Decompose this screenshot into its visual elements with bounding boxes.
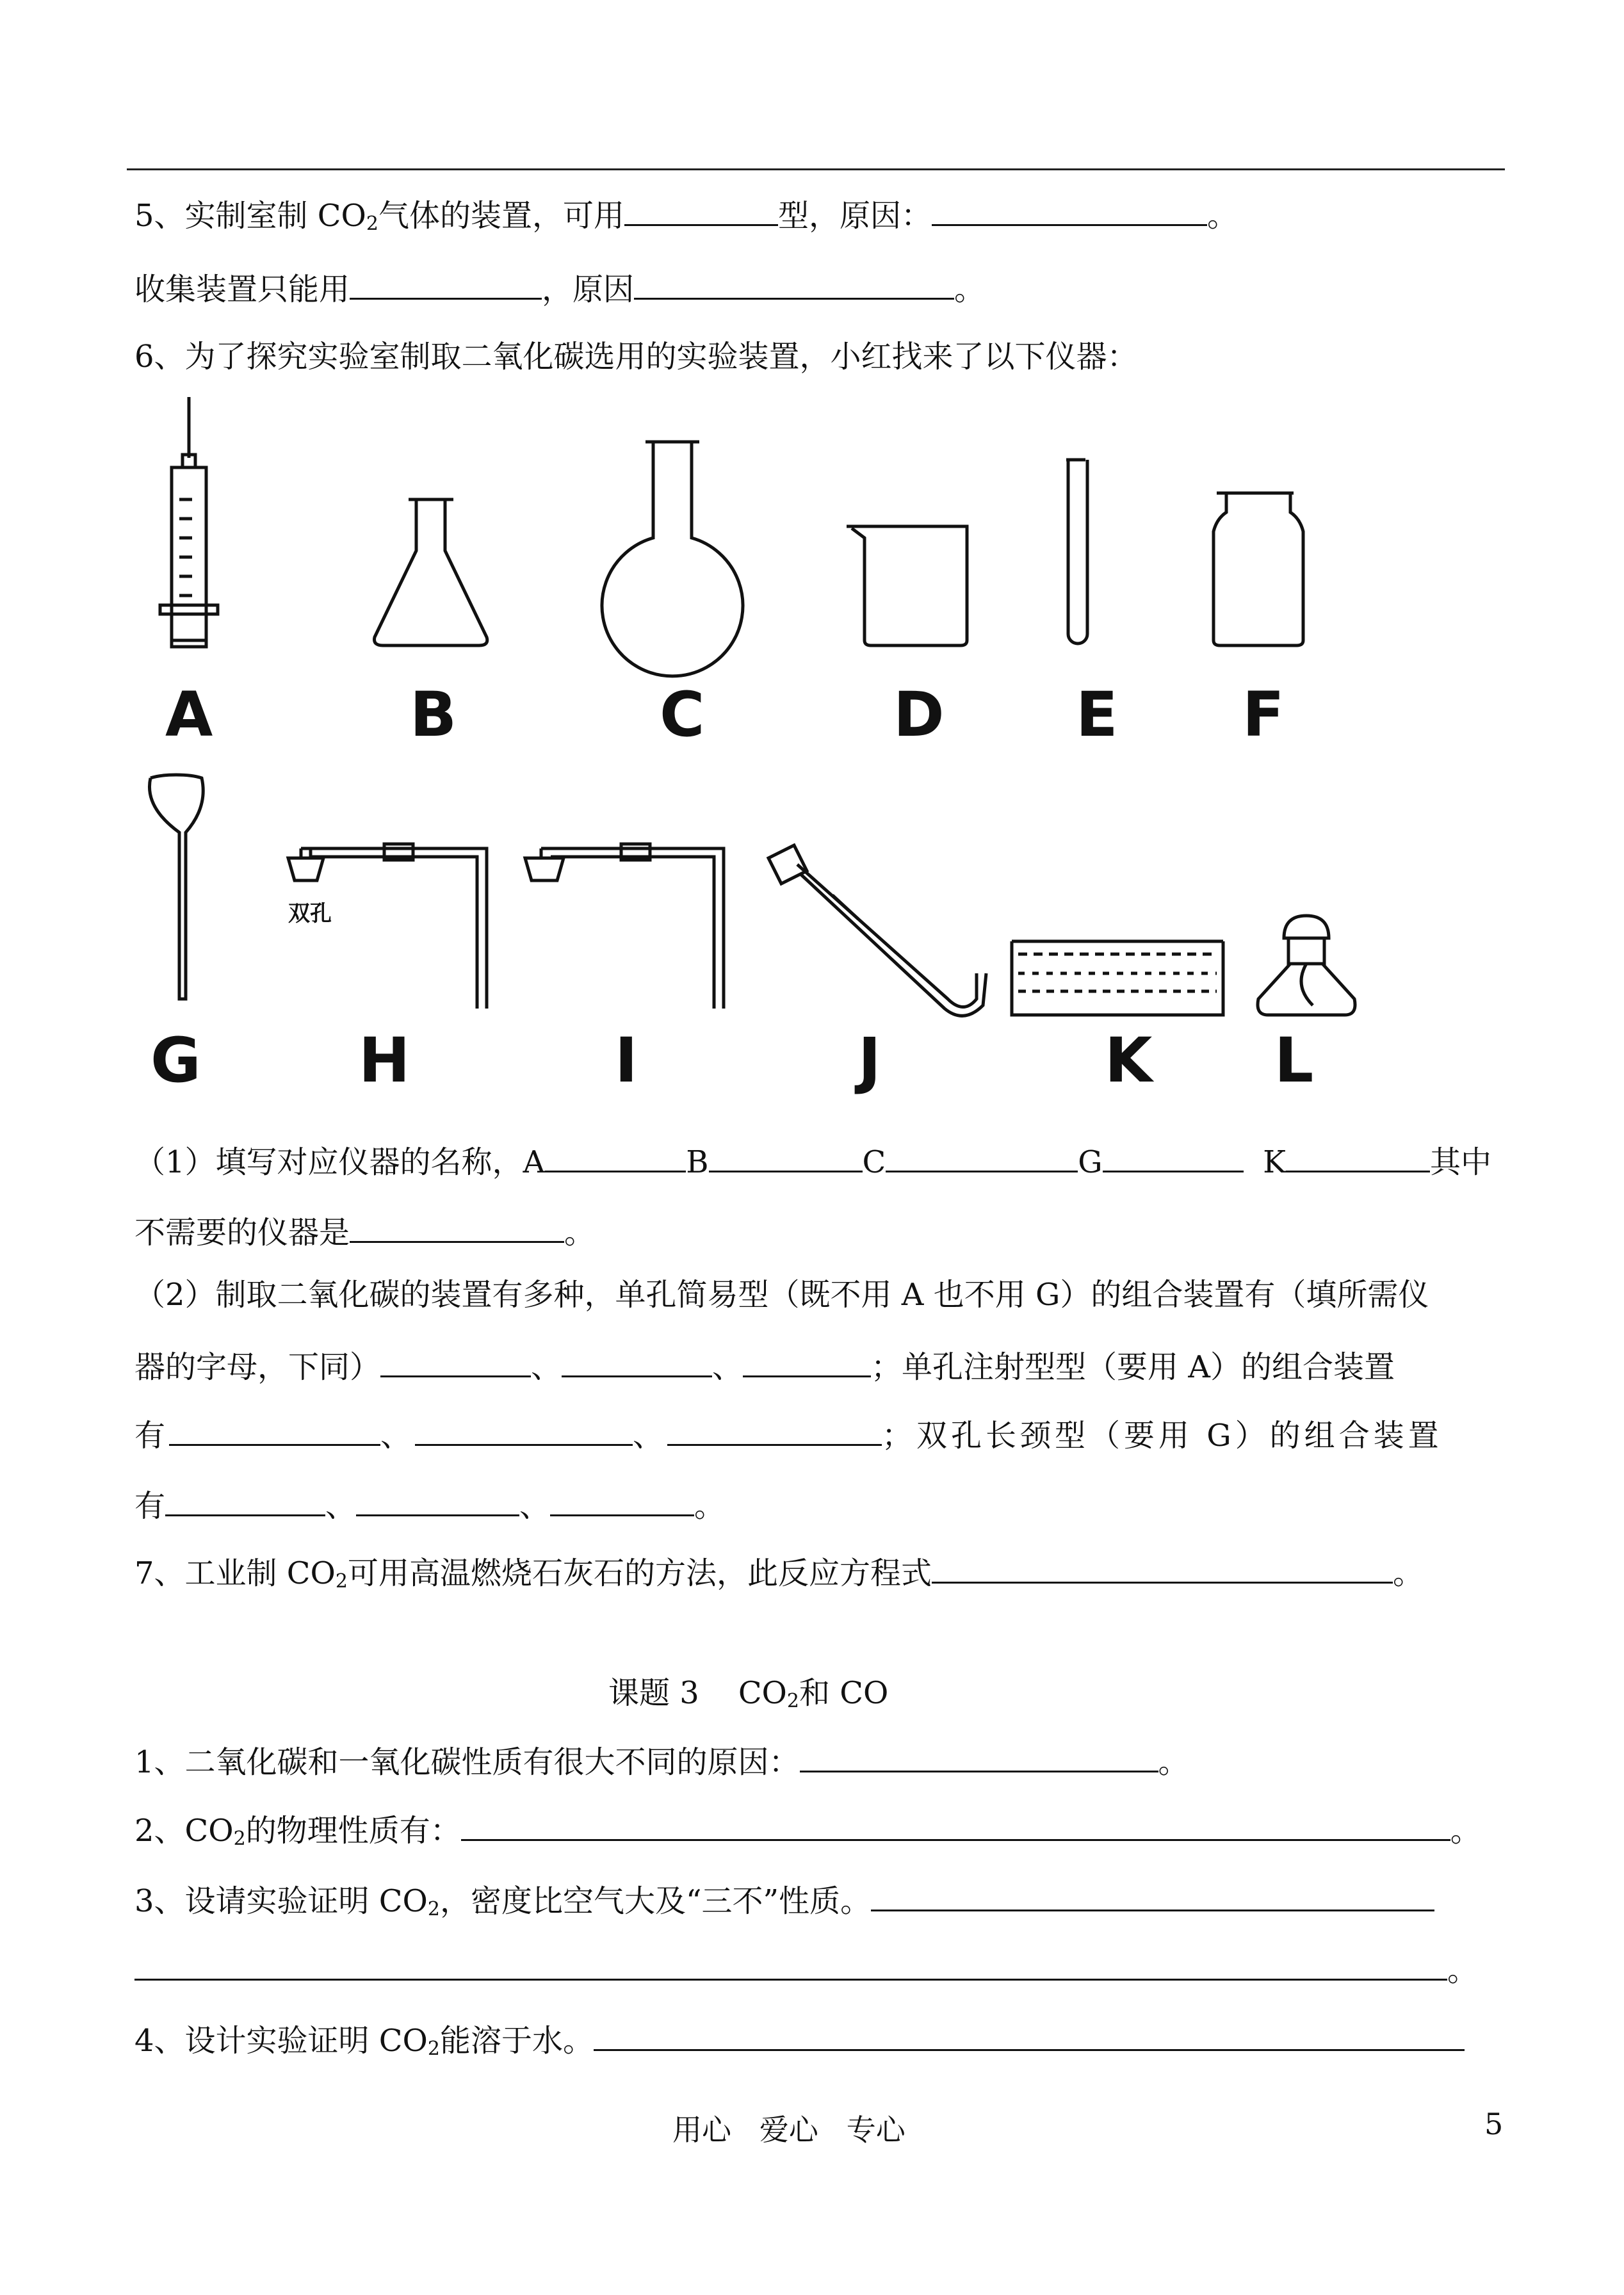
- s3-text: 。: [1447, 1952, 1479, 1988]
- q5-text: 。: [954, 272, 986, 307]
- label-j: J: [858, 1025, 881, 1096]
- q5-text: 收集装置只能用: [134, 272, 350, 307]
- q6-text: 。: [694, 1488, 726, 1524]
- q6-intro: 6、为了探究实验室制取二氧化碳选用的实验装置，小红找来了以下仪器：: [134, 339, 1138, 375]
- subscript: 2: [786, 1690, 800, 1712]
- answer-blank[interactable]: [550, 1482, 694, 1516]
- answer-blank[interactable]: [871, 1877, 1434, 1911]
- answer-blank[interactable]: [1103, 1139, 1244, 1172]
- q6-text: B: [686, 1144, 709, 1180]
- s4-line: [134, 2017, 1465, 2070]
- section-title-text: 课题 3 CO: [608, 1675, 787, 1711]
- answer-blank[interactable]: [1286, 1139, 1430, 1172]
- s3-text: ，密度比空气大及“三不”性质。: [439, 1883, 872, 1919]
- answer-blank[interactable]: [800, 1739, 1158, 1772]
- q6-text: 有: [134, 1418, 170, 1454]
- q6-text: （1）填写对应仪器的名称，A: [134, 1144, 546, 1180]
- s4-text: 4、设计实验证明 CO: [134, 2023, 428, 2059]
- q7-text: 。: [1393, 1555, 1424, 1591]
- s3-line1: [134, 1877, 1434, 1930]
- answer-blank[interactable]: [886, 1139, 1078, 1172]
- q6-text: 。: [564, 1215, 596, 1251]
- label-c: C: [660, 679, 705, 750]
- q6-p2-line2: [134, 1343, 1395, 1388]
- label-h: H: [359, 1025, 410, 1096]
- answer-blank[interactable]: [667, 1412, 882, 1446]
- gas-bottle-icon: [1214, 493, 1303, 645]
- s4-text: 能溶于水。: [439, 2023, 594, 2059]
- q6-text: 、: [519, 1488, 551, 1524]
- s3-line2: [134, 1947, 1478, 1991]
- q6-p2-line4: [134, 1482, 725, 1527]
- q6-text: ；双孔长颈型（要用 G）的组合装置: [882, 1418, 1443, 1454]
- q6-p2-line1: （2）制取二氧化碳的装置有多种，单孔简易型（既不用 A 也不用 G）的组合装置有（填所需仪: [134, 1277, 1429, 1313]
- q6-p1-line2: [134, 1209, 595, 1253]
- q5-text: 。: [1207, 198, 1238, 234]
- q5-text: 气体的装置，可用: [378, 198, 624, 234]
- s1-line: [134, 1739, 1189, 1783]
- footer-motto: 用心 爱心 专心: [672, 2113, 905, 2147]
- apparatus-figure: [0, 0, 1624, 1127]
- round-bottom-flask-icon: [602, 442, 743, 676]
- answer-blank[interactable]: [932, 1550, 1393, 1584]
- single-hole-stopper-tube-icon: [525, 844, 724, 1009]
- q7-line: [134, 1550, 1424, 1602]
- label-e: E: [1076, 679, 1118, 750]
- beaker-icon: [847, 526, 967, 645]
- s2-text: 。: [1450, 1813, 1481, 1849]
- q6-text: 、: [380, 1418, 416, 1454]
- answer-blank[interactable]: [594, 2017, 1465, 2051]
- s2-text: 2、CO: [134, 1813, 234, 1849]
- answer-blank[interactable]: [709, 1139, 863, 1172]
- q5-text: 型，原因：: [778, 198, 932, 234]
- label-g: G: [150, 1025, 201, 1096]
- q6-text: K: [1263, 1144, 1286, 1180]
- alcohol-lamp-icon: [1258, 916, 1355, 1015]
- page-number: 5: [1484, 2107, 1504, 2141]
- q6-text: 器的字母，下同）: [134, 1349, 381, 1385]
- label-a: A: [165, 679, 213, 750]
- answer-blank[interactable]: [461, 1807, 1450, 1841]
- q5-text: ，原因: [542, 272, 635, 307]
- subscript: 2: [335, 1570, 348, 1593]
- answer-blank[interactable]: [380, 1343, 531, 1377]
- s2-text: 的物理性质有：: [245, 1813, 461, 1849]
- q6-p1-line1: [134, 1139, 1491, 1183]
- answer-blank[interactable]: [415, 1412, 633, 1446]
- s3-text: 3、设请实验证明 CO: [134, 1883, 428, 1919]
- q6-text: C: [862, 1144, 886, 1180]
- q6-text: 不需要的仪器是: [134, 1215, 350, 1251]
- subscript: 2: [366, 213, 378, 235]
- q5-text: 5、实制室制 CO: [134, 198, 366, 234]
- q6-text: 有: [134, 1488, 166, 1524]
- s2-line: [134, 1807, 1481, 1860]
- q6-text: 、: [633, 1418, 668, 1454]
- s1-text: 。: [1158, 1744, 1189, 1780]
- answer-blank[interactable]: [165, 1482, 325, 1516]
- subscript: 2: [427, 2038, 440, 2060]
- section-title: [608, 1673, 888, 1722]
- q6-p2-line3: [134, 1412, 1443, 1456]
- q7-text: 可用高温燃烧石灰石的方法，此反应方程式: [347, 1555, 932, 1591]
- q6-text: 、: [531, 1349, 562, 1385]
- syringe-icon: [160, 397, 218, 647]
- label-h-note: 双孔: [288, 901, 332, 927]
- label-l: L: [1274, 1025, 1314, 1096]
- subscript: 2: [233, 1828, 246, 1850]
- answer-blank[interactable]: [743, 1343, 871, 1377]
- conical-flask-icon: [375, 499, 487, 645]
- answer-blank[interactable]: [545, 1139, 686, 1172]
- answer-blank[interactable]: [169, 1412, 380, 1446]
- bent-tube-stopper-icon: [768, 845, 986, 1016]
- q6-text: ；单孔注射型型（要用 A）的组合装置: [871, 1349, 1395, 1385]
- answer-blank[interactable]: [134, 1947, 1447, 1981]
- label-k: K: [1105, 1025, 1153, 1096]
- q6-text: 、: [325, 1488, 357, 1524]
- s1-text: 1、二氧化碳和一氧化碳性质有很大不同的原因：: [134, 1744, 800, 1780]
- long-neck-funnel-icon: [149, 775, 203, 999]
- section-title-text: 和 CO: [799, 1675, 889, 1711]
- label-i: I: [615, 1025, 638, 1096]
- answer-blank[interactable]: [562, 1343, 712, 1377]
- answer-blank[interactable]: [350, 1209, 564, 1243]
- answer-blank[interactable]: [356, 1482, 519, 1516]
- q6-text: G: [1078, 1144, 1103, 1180]
- subscript: 2: [427, 1898, 440, 1920]
- label-f: F: [1242, 679, 1285, 750]
- water-trough-icon: [1012, 941, 1223, 1015]
- q6-text: 其中: [1429, 1144, 1491, 1180]
- test-tube-icon: [1066, 460, 1087, 644]
- label-b: B: [410, 679, 457, 750]
- label-d: D: [893, 679, 945, 750]
- q6-text: 、: [712, 1349, 743, 1385]
- q7-text: 7、工业制 CO: [134, 1555, 336, 1591]
